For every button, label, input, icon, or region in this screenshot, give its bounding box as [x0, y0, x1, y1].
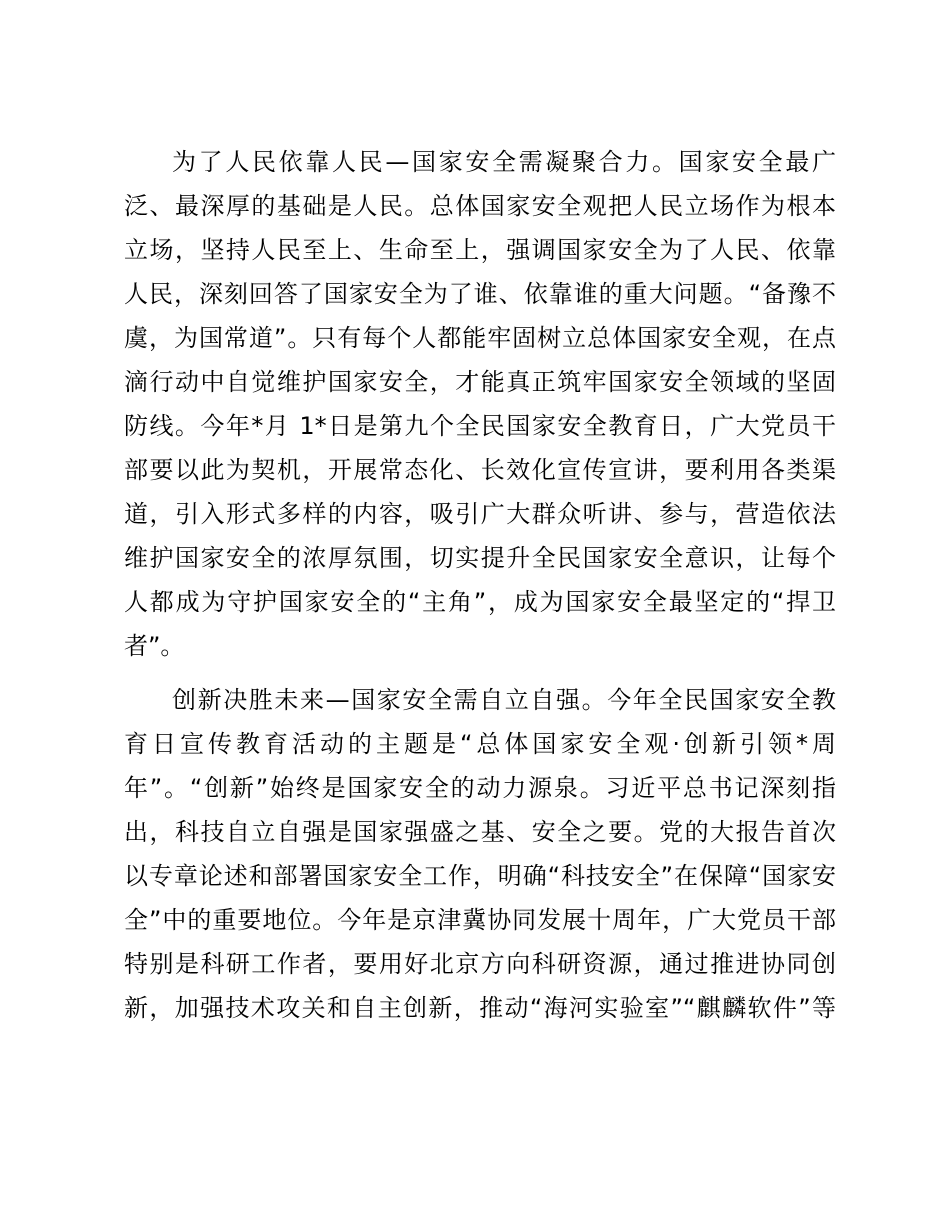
- text-line: 立场，坚持人民至上、生命至上，强调国家安全为了人民、依靠: [124, 236, 836, 264]
- text-line: 创新决胜未来—国家安全需自立自强。今年全民国家安全教: [172, 686, 836, 714]
- text-line: 年”。“创新”始终是国家安全的动力源泉。习近平总书记深刻指: [124, 774, 836, 802]
- paragraph-people-security: [124, 140, 836, 668]
- document-body: [124, 140, 836, 1030]
- text-line: 人民，深刻回答了国家安全为了谁、依靠谁的重大问题。“备豫不: [124, 280, 836, 308]
- text-line: 人都成为守护国家安全的“主角”，成为国家安全最坚定的“捍卫: [124, 588, 836, 616]
- text-line: 泛、最深厚的基础是人民。总体国家安全观把人民立场作为根本: [124, 192, 836, 220]
- text-line: 道，引入形式多样的内容，吸引广大群众听讲、参与，营造依法: [124, 500, 836, 528]
- text-line: 滴行动中自觉维护国家安全，才能真正筑牢国家安全领域的坚固: [124, 368, 836, 396]
- text-line: 部要以此为契机，开展常态化、长效化宣传宣讲，要利用各类渠: [124, 456, 836, 484]
- text-line: 者”。: [124, 632, 185, 660]
- text-line: 虞，为国常道”。只有每个人都能牢固树立总体国家安全观，在点: [124, 324, 836, 352]
- text-line: 出，科技自立自强是国家强盛之基、安全之要。党的大报告首次: [124, 818, 836, 846]
- text-line: 全”中的重要地位。今年是京津冀协同发展十周年，广大党员干部: [124, 906, 836, 934]
- paragraph-innovation-security: [124, 678, 836, 1030]
- text-line: 特别是科研工作者，要用好北京方向科研资源，通过推进协同创: [124, 950, 836, 978]
- text-line: 新，加强技术攻关和自主创新，推动“海河实验室”“麒麟软件”等: [124, 994, 836, 1022]
- text-line: 为了人民依靠人民—国家安全需凝聚合力。国家安全最广: [172, 148, 836, 176]
- text-line: 维护国家安全的浓厚氛围，切实提升全民国家安全意识，让每个: [124, 544, 836, 572]
- text-line: 以专章论述和部署国家安全工作，明确“科技安全”在保障“国家安: [124, 862, 836, 890]
- text-line: 防线。今年*月 1*日是第九个全民国家安全教育日，广大党员干: [124, 412, 836, 440]
- text-line: 育日宣传教育活动的主题是“总体国家安全观·创新引领*周: [124, 730, 836, 758]
